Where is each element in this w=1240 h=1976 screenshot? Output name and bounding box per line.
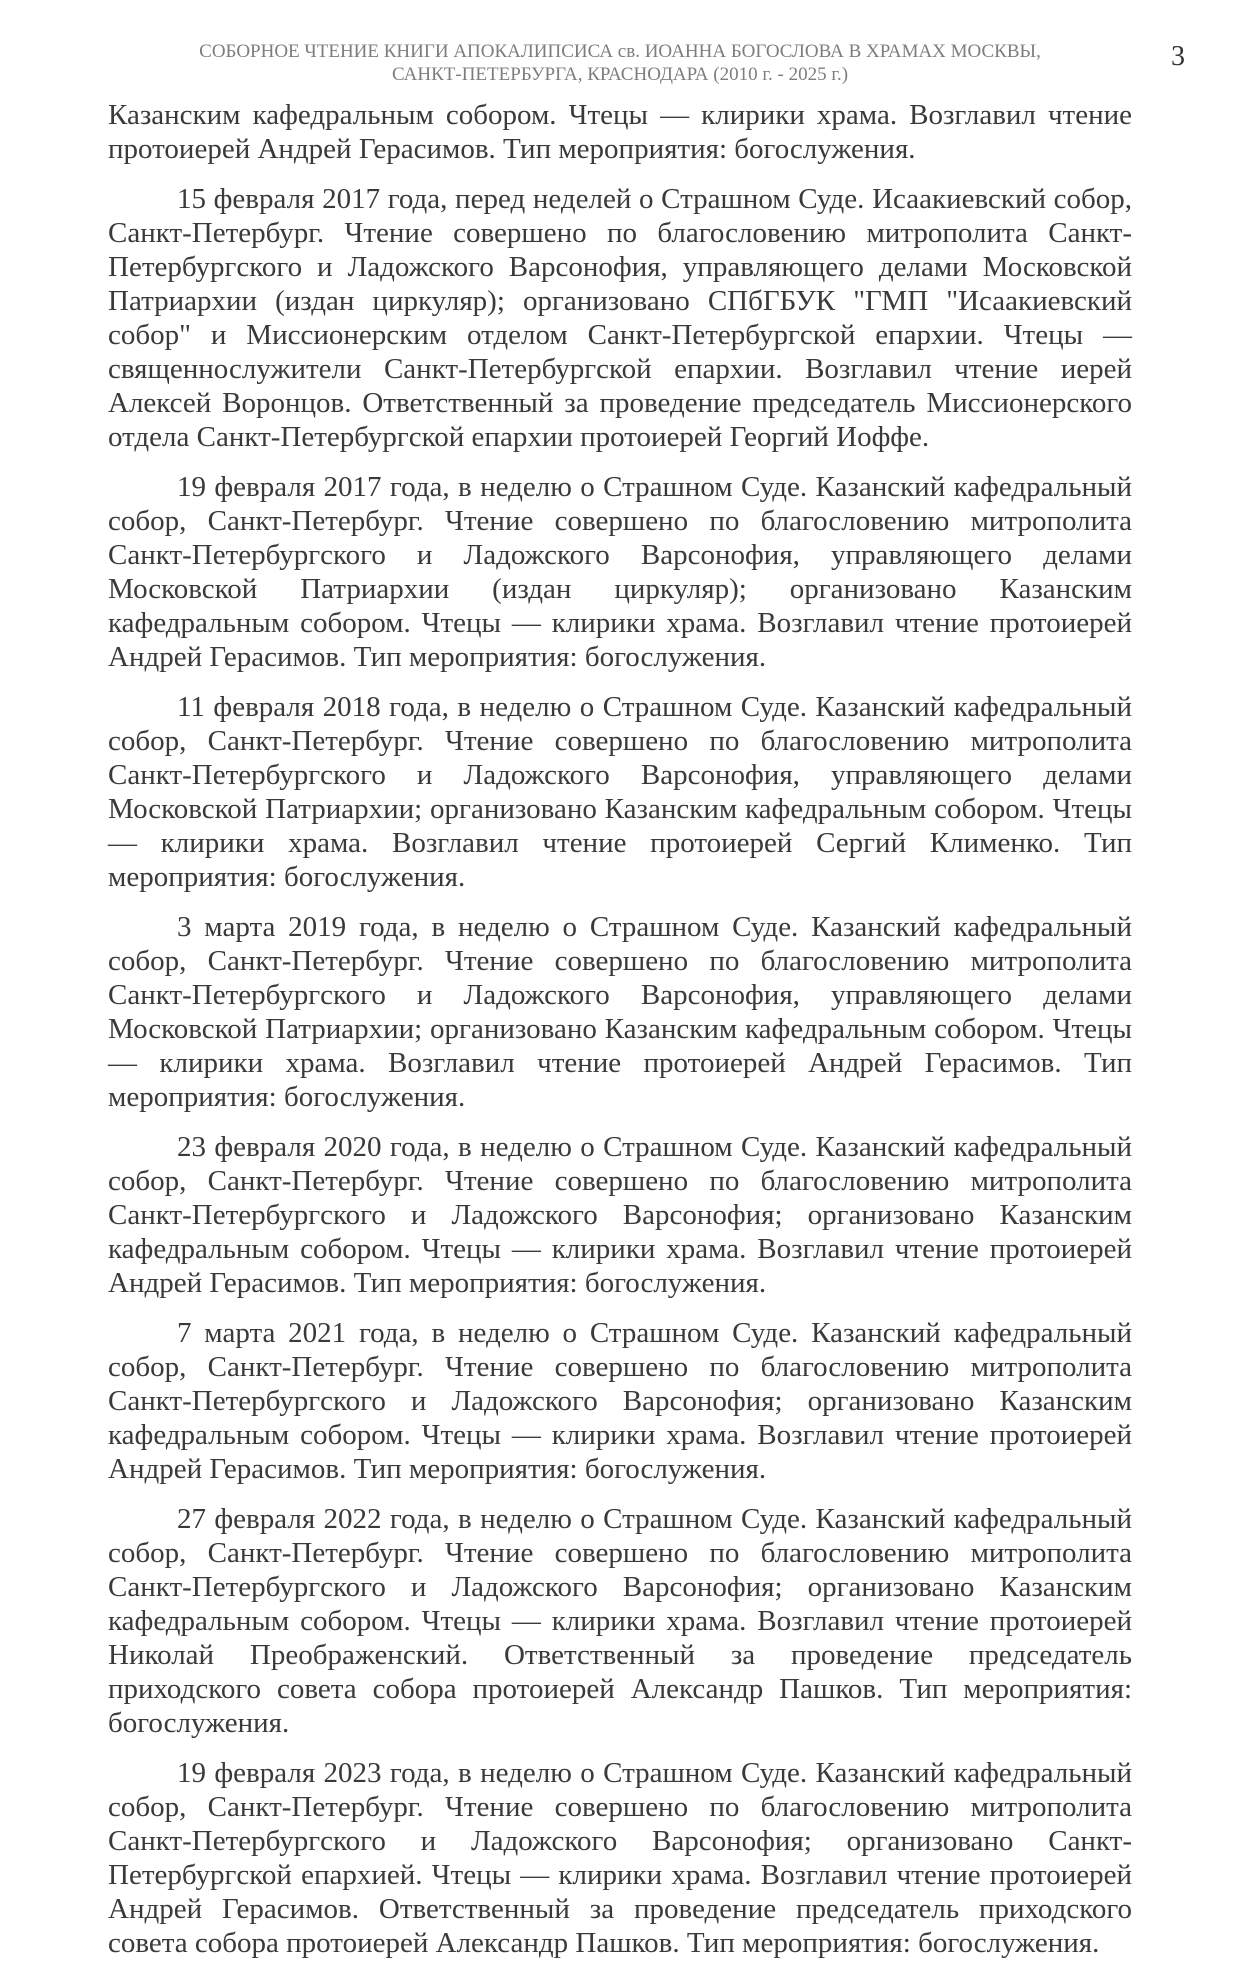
running-header-line-1: СОБОРНОЕ ЧТЕНИЕ КНИГИ АПОКАЛИПСИСА св. ИОАННА БОГОСЛОВА В ХРАМАХ МОСКВЫ, [199,41,1041,62]
paragraph-2017-02-15: 15 февраля 2017 года, перед неделей о Страшном Суде. Исаакиевский собор, Санкт-Петербург. Чтение совершено по благословению митрополита Санкт-Петербургского и Ладожского Варсонофия, управляющего делами Московской Патриархии (издан циркуляр); организовано СПбГБУК "ГМП "Исаакиевский собор" и Миссионерским отделом Санкт-Петербургской епархии. Чтецы — священнослужители Санкт-Петербургской епархии. Возглавил чтение иерей Алексей Воронцов. Ответственный за проведение председатель Миссионерского отдела Санкт-Петербургской епархии протоиерей Георгий Иоффе. [108,183,1132,453]
page-number: 3 [1171,41,1185,72]
paragraph-2017-02-19: 19 февраля 2017 года, в неделю о Страшном Суде. Казанский кафедральный собор, Санкт-Петербург. Чтение совершено по благословению митрополита Санкт-Петербургского и Ладожского Варсонофия, управляющего делами Московской Патриархии (издан циркуляр); организовано Казанским кафедральным собором. Чтецы — клирики храма. Возглавил чтение протоиерей Андрей Герасимов. Тип мероприятия: богослужения. [108,471,1132,673]
paragraph-2022-02-27: 27 февраля 2022 года, в неделю о Страшном Суде. Казанский кафедральный собор, Санкт-Петербург. Чтение совершено по благословению митрополита Санкт-Петербургского и Ладожского Варсонофия; организовано Казанским кафедральным собором. Чтецы — клирики храма. Возглавил чтение протоиерей Николай Преображенский. Ответственный за проведение председатель приходского совета собора протоиерей Александр Пашков. Тип мероприятия: богослужения. [108,1503,1132,1739]
paragraph-2019-03-03: 3 марта 2019 года, в неделю о Страшном Суде. Казанский кафедральный собор, Санкт-Петербург. Чтение совершено по благословению митрополита Санкт-Петербургского и Ладожского Варсонофия, управляющего делами Московской Патриархии; организовано Казанским кафедральным собором. Чтецы — клирики храма. Возглавил чтение протоиерей Андрей Герасимов. Тип мероприятия: богослужения. [108,911,1132,1113]
paragraph-2021-03-07: 7 марта 2021 года, в неделю о Страшном Суде. Казанский кафедральный собор, Санкт-Петербург. Чтение совершено по благословению митрополита Санкт-Петербургского и Ладожского Варсонофия; организовано Казанским кафедральным собором. Чтецы — клирики храма. Возглавил чтение протоиерей Андрей Герасимов. Тип мероприятия: богослужения. [108,1317,1132,1485]
paragraph-2023-02-19: 19 февраля 2023 года, в неделю о Страшном Суде. Казанский кафедральный собор, Санкт-Петербург. Чтение совершено по благословению митрополита Санкт-Петербургского и Ладожского Варсонофия; организовано Санкт-Петербургской епархией. Чтецы — клирики храма. Возглавил чтение протоиерей Андрей Герасимов. Ответственный за проведение председатель приходского совета собора протоиерей Александр Пашков. Тип мероприятия: богослужения. [108,1757,1132,1959]
running-header [108,40,1132,86]
paragraph-2020-02-23: 23 февраля 2020 года, в неделю о Страшном Суде. Казанский кафедральный собор, Санкт-Петербург. Чтение совершено по благословению митрополита Санкт-Петербургского и Ладожского Варсонофия; организовано Казанским кафедральным собором. Чтецы — клирики храма. Возглавил чтение протоиерей Андрей Герасимов. Тип мероприятия: богослужения. [108,1131,1132,1299]
document-body [108,98,1132,1976]
running-header-line-2: САНКТ-ПЕТЕРБУРГА, КРАСНОДАРА (2010 г. - 2025 г.) [391,64,849,85]
paragraph-2018-02-11: 11 февраля 2018 года, в неделю о Страшном Суде. Казанский кафедральный собор, Санкт-Петербург. Чтение совершено по благословению митрополита Санкт-Петербургского и Ладожского Варсонофия, управляющего делами Московской Патриархии; организовано Казанским кафедральным собором. Чтецы — клирики храма. Возглавил чтение протоиерей Сергий Клименко. Тип мероприятия: богослужения. [108,691,1132,893]
paragraph-continuation: Казанским кафедральным собором. Чтецы — клирики храма. Возглавил чтение протоиерей Андрей Герасимов. Тип мероприятия: богослужения. [108,99,1132,165]
